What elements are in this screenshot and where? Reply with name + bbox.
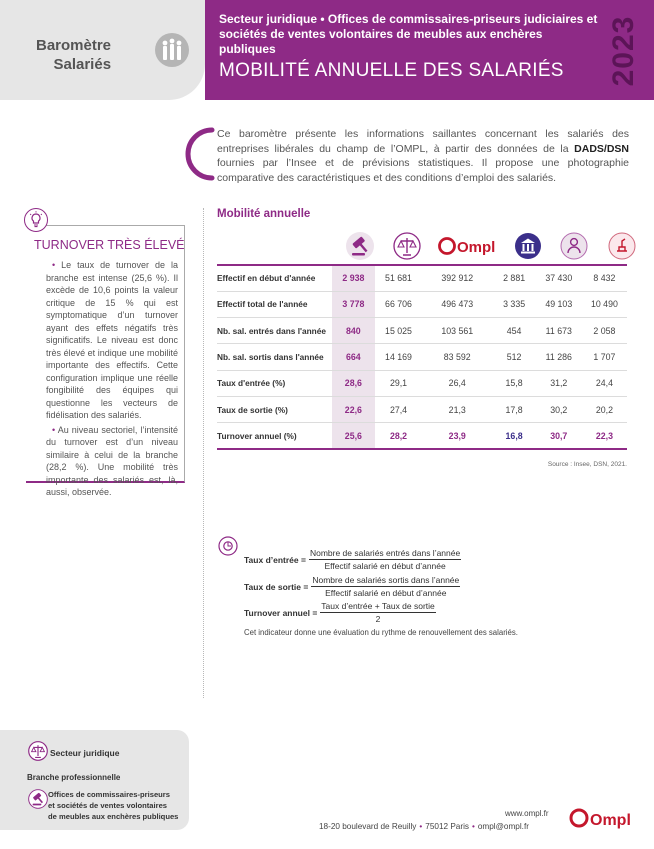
lightbulb-icon bbox=[24, 208, 48, 232]
table-title: Mobilité annuelle bbox=[217, 208, 311, 220]
cell-value: 30,2 bbox=[536, 396, 582, 422]
svg-text:Ompl: Ompl bbox=[590, 812, 631, 829]
footer-email[interactable]: ompl@ompl.fr bbox=[477, 822, 529, 831]
formula-turnover-den: 2 bbox=[375, 614, 381, 624]
cell-value: 30,7 bbox=[536, 423, 582, 449]
table-row bbox=[217, 291, 627, 317]
cell-value: 17,8 bbox=[492, 396, 535, 422]
cell-value: 37 430 bbox=[536, 265, 582, 291]
badge-line2: Salariés bbox=[53, 56, 112, 73]
cell-value: 512 bbox=[492, 344, 535, 370]
cell-value: 16,8 bbox=[492, 423, 535, 449]
cell-value: 26,4 bbox=[422, 370, 492, 396]
cell-value: 66 706 bbox=[375, 291, 422, 317]
svg-text:Ompl: Ompl bbox=[457, 239, 496, 256]
formula-turnover-label: Turnover annuel = bbox=[244, 607, 318, 618]
formula-note: Cet indicateur donne une évaluation du rythme de renouvellement des salariés. bbox=[244, 628, 518, 637]
row-label: Nb. sal. entrés dans l'année bbox=[217, 318, 332, 344]
table-row bbox=[217, 318, 627, 344]
cell-value: 103 561 bbox=[422, 318, 492, 344]
cell-value: 496 473 bbox=[422, 291, 492, 317]
footer-website[interactable]: www.ompl.fr bbox=[505, 809, 549, 818]
formula-icon bbox=[218, 536, 238, 556]
cell-value: 24,4 bbox=[582, 370, 627, 396]
mobility-table bbox=[217, 264, 627, 450]
row-label: Nb. sal. sortis dans l'année bbox=[217, 344, 332, 370]
callout-para2: Au niveau sectoriel, l’intensité du turnover est d’un niveau similaire à celui de la branche (28,2 %). Une mobilité très importante des salariés est, là, aussi, observée. bbox=[46, 424, 178, 497]
branch-label: Branche professionnelle bbox=[27, 773, 121, 782]
cell-value: 1 707 bbox=[582, 344, 627, 370]
cell-value: 840 bbox=[332, 318, 375, 344]
year-label: 2023 bbox=[607, 15, 640, 86]
cell-value: 27,4 bbox=[375, 396, 422, 422]
cell-value: 25,6 bbox=[332, 423, 375, 449]
cell-value: 3 335 bbox=[492, 291, 535, 317]
table-icon-header bbox=[217, 228, 627, 264]
cell-value: 28,2 bbox=[375, 423, 422, 449]
row-label: Effectif total de l'année bbox=[217, 291, 332, 317]
cell-value: 2 058 bbox=[582, 318, 627, 344]
cell-value: 664 bbox=[332, 344, 375, 370]
cell-value: 20,2 bbox=[582, 396, 627, 422]
cell-value: 21,3 bbox=[422, 396, 492, 422]
institution-icon bbox=[505, 228, 550, 264]
table-source: Source : Insee, DSN, 2021. bbox=[547, 461, 627, 468]
formula-sortie-label: Taux de sortie = bbox=[244, 581, 309, 592]
cell-value: 392 912 bbox=[422, 265, 492, 291]
cell-value: 11 286 bbox=[536, 344, 582, 370]
cell-value: 11 673 bbox=[536, 318, 582, 344]
badge-line1: Baromètre bbox=[36, 37, 112, 54]
footer-address: 18-20 boulevard de Reuilly • 75012 Paris • ompl@ompl.fr bbox=[319, 822, 529, 831]
ompl-logo bbox=[431, 228, 505, 264]
cell-value: 22,3 bbox=[582, 423, 627, 449]
row-label: Effectif en début d'année bbox=[217, 265, 332, 291]
table-row bbox=[217, 423, 627, 449]
row-label: Taux d'entrée (%) bbox=[217, 370, 332, 396]
formula-entree bbox=[244, 548, 461, 571]
table-row bbox=[217, 396, 627, 422]
cell-value: 15 025 bbox=[375, 318, 422, 344]
formula-turnover-num: Taux d’entrée + Taux de sortie bbox=[321, 601, 435, 611]
barometer-people-icon bbox=[154, 32, 190, 68]
column-divider bbox=[203, 208, 204, 698]
table-row bbox=[217, 265, 627, 291]
formula-entree-den: Effectif salarié en début d’année bbox=[324, 561, 446, 571]
row-label: Turnover annuel (%) bbox=[217, 423, 332, 449]
branch-name: Offices de commissaires-priseurs et sociétés de ventes volontaires de meubles aux enchères publiques bbox=[48, 790, 179, 821]
cell-value: 15,8 bbox=[492, 370, 535, 396]
health-icon bbox=[598, 228, 645, 264]
scales-icon bbox=[382, 228, 431, 264]
ompl-logo bbox=[569, 806, 631, 830]
sector-label: Secteur juridique bbox=[50, 748, 120, 758]
formula-sortie bbox=[244, 575, 460, 598]
cell-value: 83 592 bbox=[422, 344, 492, 370]
table-row bbox=[217, 344, 627, 370]
cell-value: 454 bbox=[492, 318, 535, 344]
formula-sortie-num: Nombre de salariés sortis dans l’année bbox=[312, 575, 460, 585]
header-banner bbox=[205, 0, 654, 100]
intro-paragraph: Ce baromètre présente les informations saillantes concernant les salariés des entreprises libérales du champ de l’OMPL, à partir des données de la DADS/DSN fournies par l’Insee et de prévisions statistiques. Il propose une photographie comparative des caractéristiques et des conditions d’emploi des salariés. bbox=[217, 128, 629, 184]
cell-value: 10 490 bbox=[582, 291, 627, 317]
cell-value: 3 778 bbox=[332, 291, 375, 317]
formula-entree-num: Nombre de salariés entrés dans l’année bbox=[309, 548, 461, 558]
cell-value: 2 938 bbox=[332, 265, 375, 291]
callout-text: • Le taux de turnover de la branche est intense (25,6 %). Il excède de 10,6 points la valeur critique de 15 % qui est symptomatique d’un turnover ayant des effets négatifs très significatifs. Le niveau est donc très élevé et indique une mobilité importante des effectifs. Cette configuration implique une réelle fongibilité des équipes qui questionne les vecteurs de fidélisation des salariés. • Au niveau sectoriel, l’intensité du turnover est d’un niveau similaire à celui de la branche (28,2 %). Une mobilité très importante des salariés est, là, aussi, observée. bbox=[46, 260, 178, 497]
formula-entree-label: Taux d’entrée = bbox=[244, 554, 306, 565]
gavel-icon bbox=[337, 228, 382, 264]
barometre-badge bbox=[36, 36, 111, 74]
cell-value: 8 432 bbox=[582, 265, 627, 291]
cell-value: 31,2 bbox=[536, 370, 582, 396]
header-subtitle: Secteur juridique • Offices de commissaires-priseurs judiciaires et sociétés de ventes volontaires de meubles aux enchères publiques bbox=[219, 12, 598, 56]
cell-value: 51 681 bbox=[375, 265, 422, 291]
people-icon bbox=[550, 228, 598, 264]
callout-title: TURNOVER TRÈS ÉLEVÉ bbox=[34, 238, 185, 252]
scales-icon bbox=[28, 741, 48, 761]
formula-sortie-den: Effectif salarié en début d’année bbox=[325, 588, 447, 598]
cell-value: 29,1 bbox=[375, 370, 422, 396]
cell-value: 28,6 bbox=[332, 370, 375, 396]
table-row bbox=[217, 370, 627, 396]
cell-value: 49 103 bbox=[536, 291, 582, 317]
gavel-icon bbox=[28, 789, 48, 809]
row-label: Taux de sortie (%) bbox=[217, 396, 332, 422]
page-title: MOBILITÉ ANNUELLE DES SALARIÉS bbox=[219, 60, 564, 81]
cell-value: 14 169 bbox=[375, 344, 422, 370]
formula-turnover bbox=[244, 601, 436, 624]
callout-para1: Le taux de turnover de la branche est intense (25,6 %). Il excède de 10,6 points la valeur critique de 15 % qui est symptomatique d’un turnover ayant des effets négatifs très significatifs. Le niveau est donc très élevé et indique une mobilité importante des effectifs. Cette configuration implique une réelle fongibilité des équipes qui questionne les vecteurs de fidélisation des salariés. bbox=[46, 260, 178, 420]
intro-bold-term: DADS/DSN bbox=[574, 142, 629, 155]
cell-value: 22,6 bbox=[332, 396, 375, 422]
cell-value: 2 881 bbox=[492, 265, 535, 291]
cell-value: 23,9 bbox=[422, 423, 492, 449]
